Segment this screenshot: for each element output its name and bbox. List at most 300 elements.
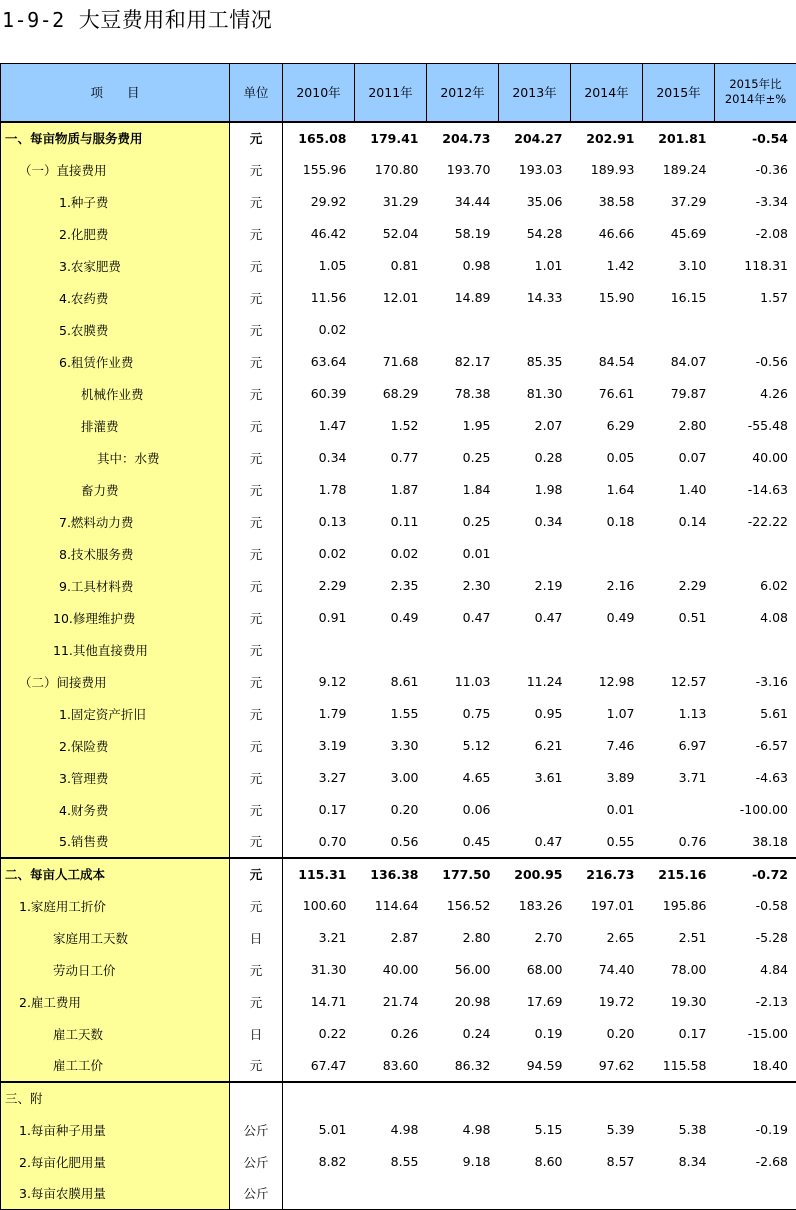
- cell-value: 0.28: [534, 450, 563, 465]
- cell-value: 216.73: [571, 858, 643, 890]
- cell-value: 1.55: [390, 706, 419, 721]
- cell-value: 84.07: [670, 354, 707, 369]
- row-unit: 元: [230, 346, 283, 378]
- cell-value: 136.38: [355, 858, 427, 890]
- cell-value: [643, 538, 715, 570]
- table-row: [1, 410, 796, 442]
- table-row: [1, 378, 796, 410]
- cell-change: 40.00: [715, 442, 796, 474]
- cell-value: 0.49: [390, 610, 419, 625]
- cell-value: 8.34: [678, 1154, 707, 1169]
- cell-value: 197.01: [590, 898, 635, 913]
- cell-change: -0.54: [715, 122, 796, 154]
- table-row: [1, 922, 796, 954]
- table-row: [1, 186, 796, 218]
- row-unit: 元: [230, 538, 283, 570]
- cell-value: 0.77: [390, 450, 419, 465]
- row-unit: 元: [230, 378, 283, 410]
- cell-value: 35.06: [526, 194, 563, 209]
- cell-value: 0.02: [318, 546, 347, 561]
- row-label: 2.每亩化肥用量: [1, 1146, 230, 1178]
- cell-change: [715, 1082, 796, 1114]
- cell-value: 4.98: [390, 1122, 419, 1137]
- row-label: 2.雇工费用: [1, 986, 230, 1018]
- cell-value: 0.55: [606, 833, 635, 849]
- cell-value: 40.00: [382, 962, 419, 977]
- table-row: [1, 250, 796, 282]
- row-unit: 元: [230, 410, 283, 442]
- row-label: 三、附: [1, 1082, 230, 1114]
- row-label: 雇工天数: [1, 1018, 230, 1050]
- cell-value: 7.46: [606, 738, 635, 753]
- cell-value: [499, 1082, 571, 1114]
- cell-change: 4.84: [715, 954, 796, 986]
- row-unit: 元: [230, 250, 283, 282]
- cell-value: 46.42: [310, 226, 347, 241]
- cell-value: 202.91: [571, 122, 643, 154]
- row-label: 4.财务费: [1, 794, 230, 826]
- cell-value: 58.19: [454, 226, 491, 241]
- row-label: 3.农家肥费: [1, 250, 230, 282]
- col-header-2015: 2015年: [643, 64, 715, 122]
- cell-value: 215.16: [643, 858, 715, 890]
- cell-change: 118.31: [715, 250, 796, 282]
- cell-value: [355, 634, 427, 666]
- cell-value: 1.13: [678, 706, 707, 721]
- cell-value: 0.34: [534, 514, 563, 529]
- cell-value: 179.41: [355, 122, 427, 154]
- row-unit: 日: [230, 1018, 283, 1050]
- cell-change: -3.34: [715, 186, 796, 218]
- cell-value: 2.70: [534, 930, 563, 945]
- row-unit: 公斤: [230, 1146, 283, 1178]
- cell-change: -0.58: [715, 890, 796, 922]
- row-label: 2.化肥费: [1, 218, 230, 250]
- cell-value: 0.34: [318, 450, 347, 465]
- row-unit: 元: [230, 474, 283, 506]
- cell-value: 0.17: [678, 1026, 707, 1041]
- cell-change: [715, 634, 796, 666]
- cell-value: 6.29: [606, 418, 635, 433]
- cell-change: 5.61: [715, 698, 796, 730]
- cell-value: [643, 634, 715, 666]
- cell-value: [355, 1178, 427, 1210]
- row-label: 2.保险费: [1, 730, 230, 762]
- row-label: 10.修理维护费: [1, 602, 230, 634]
- cell-value: 11.24: [526, 674, 563, 689]
- cell-change: -15.00: [715, 1018, 796, 1050]
- cell-value: 0.22: [318, 1026, 347, 1041]
- cell-change: -0.36: [715, 154, 796, 186]
- table-row: [1, 442, 796, 474]
- table-row: [1, 602, 796, 634]
- cell-value: [571, 634, 643, 666]
- row-unit: 日: [230, 922, 283, 954]
- cell-value: 5.01: [318, 1122, 347, 1137]
- cell-value: 0.13: [318, 514, 347, 529]
- cell-value: 3.27: [318, 770, 347, 785]
- row-label: 一、每亩物质与服务费用: [1, 122, 230, 154]
- cell-value: 2.80: [678, 418, 707, 433]
- table-row: [1, 794, 796, 826]
- cell-value: 1.64: [606, 482, 635, 497]
- cell-value: 3.19: [318, 738, 347, 753]
- cell-value: 34.44: [454, 194, 491, 209]
- cell-value: 2.80: [462, 930, 491, 945]
- cell-value: 1.07: [606, 706, 635, 721]
- cell-value: [283, 634, 355, 666]
- cell-value: 115.31: [283, 858, 355, 890]
- cell-value: 78.38: [454, 386, 491, 401]
- cell-change: 4.26: [715, 378, 796, 410]
- cell-value: 0.47: [462, 610, 491, 625]
- cell-value: 12.01: [382, 290, 419, 305]
- row-label: 二、每亩人工成本: [1, 858, 230, 890]
- table-code: 1-9-2: [2, 8, 65, 32]
- cell-value: 82.17: [454, 354, 491, 369]
- col-header-change: [715, 64, 796, 122]
- cell-value: 31.30: [310, 962, 347, 977]
- cell-value: 14.33: [526, 290, 563, 305]
- cell-value: [499, 314, 571, 346]
- cell-value: 9.12: [318, 674, 347, 689]
- cell-value: [499, 538, 571, 570]
- row-label: 9.工具材料费: [1, 570, 230, 602]
- cell-change: -14.63: [715, 474, 796, 506]
- col-header-2014: 2014年: [571, 64, 643, 122]
- row-unit: 元: [230, 666, 283, 698]
- table-row: [1, 1018, 796, 1050]
- cell-value: 11.56: [310, 290, 347, 305]
- cell-value: 8.57: [606, 1154, 635, 1169]
- cell-value: 68.29: [382, 386, 419, 401]
- row-unit: 元: [230, 634, 283, 666]
- table-row: [1, 858, 796, 890]
- table-row: [1, 154, 796, 186]
- cell-value: 2.29: [678, 578, 707, 593]
- cell-value: 0.01: [462, 546, 491, 561]
- cell-value: 3.21: [318, 930, 347, 945]
- cell-value: [283, 1082, 355, 1114]
- table-row: [1, 986, 796, 1018]
- cell-value: 2.87: [390, 930, 419, 945]
- cell-value: 8.55: [390, 1154, 419, 1169]
- cell-value: 0.95: [534, 706, 563, 721]
- table-row: [1, 954, 796, 986]
- cell-change: -2.08: [715, 218, 796, 250]
- cell-value: 0.47: [534, 610, 563, 625]
- cell-value: [643, 1082, 715, 1114]
- cell-value: 31.29: [382, 194, 419, 209]
- cell-value: [571, 1082, 643, 1114]
- cell-value: [427, 634, 499, 666]
- cell-value: 8.60: [534, 1154, 563, 1169]
- row-label: 劳动日工价: [1, 954, 230, 986]
- cell-change: -0.56: [715, 346, 796, 378]
- row-label: 畜力费: [1, 474, 230, 506]
- row-unit: 元: [230, 954, 283, 986]
- table-row: [1, 890, 796, 922]
- cell-value: [355, 314, 427, 346]
- cell-value: 12.57: [670, 674, 707, 689]
- cell-value: 0.25: [462, 514, 491, 529]
- row-label: 雇工工价: [1, 1050, 230, 1082]
- cell-value: 2.19: [534, 578, 563, 593]
- row-unit: 元: [230, 122, 283, 154]
- row-unit: 元: [230, 1050, 283, 1082]
- cell-change: -2.68: [715, 1146, 796, 1178]
- cell-value: 177.50: [427, 858, 499, 890]
- row-label: 机械作业费: [1, 378, 230, 410]
- col-header-unit: 单位: [230, 64, 283, 122]
- cell-value: 68.00: [526, 962, 563, 977]
- row-unit: 元: [230, 602, 283, 634]
- row-label: （一）直接费用: [1, 154, 230, 186]
- row-label: 8.技术服务费: [1, 538, 230, 570]
- cell-value: 46.66: [598, 226, 635, 241]
- row-unit: 元: [230, 730, 283, 762]
- cell-change: -5.28: [715, 922, 796, 954]
- cell-value: 0.17: [318, 802, 347, 817]
- cell-value: 0.24: [462, 1026, 491, 1041]
- row-unit: 元: [230, 186, 283, 218]
- cell-change: -2.13: [715, 986, 796, 1018]
- cell-value: 38.58: [598, 194, 635, 209]
- col-header-item: 项目: [1, 64, 230, 122]
- table-row: [1, 1146, 796, 1178]
- cell-value: [427, 314, 499, 346]
- cell-value: 16.15: [670, 290, 707, 305]
- cell-value: 5.39: [606, 1122, 635, 1137]
- cell-value: 114.64: [374, 898, 419, 913]
- table-row: [1, 282, 796, 314]
- cell-value: [499, 634, 571, 666]
- cell-value: 8.82: [318, 1154, 347, 1169]
- cell-value: 8.61: [390, 674, 419, 689]
- cell-value: [355, 1082, 427, 1114]
- cell-value: 0.02: [318, 322, 347, 337]
- cell-value: 0.11: [390, 514, 419, 529]
- row-label: 家庭用工天数: [1, 922, 230, 954]
- cell-value: 6.21: [534, 738, 563, 753]
- cell-value: 11.03: [454, 674, 491, 689]
- row-label: 1.每亩种子用量: [1, 1114, 230, 1146]
- row-label: 1.种子费: [1, 186, 230, 218]
- cell-value: 1.87: [390, 482, 419, 497]
- cell-value: 1.78: [318, 482, 347, 497]
- row-label: 11.其他直接费用: [1, 634, 230, 666]
- cell-change: 6.02: [715, 570, 796, 602]
- table-row: [1, 570, 796, 602]
- cell-value: 5.12: [462, 738, 491, 753]
- cell-value: 2.29: [318, 578, 347, 593]
- cell-value: 74.40: [598, 962, 635, 977]
- cell-value: 156.52: [446, 898, 491, 913]
- cell-value: 195.86: [662, 898, 707, 913]
- cell-value: 0.75: [462, 706, 491, 721]
- cell-value: 56.00: [454, 962, 491, 977]
- cell-change: [715, 538, 796, 570]
- table-row: [1, 346, 796, 378]
- cell-value: 0.14: [678, 514, 707, 529]
- cell-value: 0.25: [462, 450, 491, 465]
- cell-value: 78.00: [670, 962, 707, 977]
- cell-value: 37.29: [670, 194, 707, 209]
- cell-value: 0.45: [462, 833, 491, 849]
- table-row: [1, 1114, 796, 1146]
- cell-value: 0.07: [678, 450, 707, 465]
- cell-value: 0.91: [318, 610, 347, 625]
- cell-value: 85.35: [526, 354, 563, 369]
- table-row: [1, 1178, 796, 1210]
- cell-value: 115.58: [662, 1057, 707, 1073]
- cell-value: 52.04: [382, 226, 419, 241]
- row-label: 7.燃料动力费: [1, 506, 230, 538]
- cell-value: 4.98: [462, 1122, 491, 1137]
- cell-value: 2.35: [390, 578, 419, 593]
- row-unit: 元: [230, 570, 283, 602]
- row-unit: 元: [230, 890, 283, 922]
- cell-change: -0.72: [715, 858, 796, 890]
- row-unit: 公斤: [230, 1178, 283, 1210]
- cell-value: 0.18: [606, 514, 635, 529]
- cell-value: 0.06: [462, 802, 491, 817]
- row-unit: 元: [230, 986, 283, 1018]
- row-label: 6.租赁作业费: [1, 346, 230, 378]
- cell-value: 1.05: [318, 258, 347, 273]
- cell-value: 155.96: [302, 162, 347, 177]
- cell-value: 19.30: [670, 994, 707, 1009]
- cell-value: 1.79: [318, 706, 347, 721]
- cell-value: 0.05: [606, 450, 635, 465]
- cell-change: -3.16: [715, 666, 796, 698]
- cell-value: 81.30: [526, 386, 563, 401]
- cell-value: 0.26: [390, 1026, 419, 1041]
- cell-value: 1.95: [462, 418, 491, 433]
- cell-value: 2.16: [606, 578, 635, 593]
- cell-value: 2.65: [606, 930, 635, 945]
- cell-change: -4.63: [715, 762, 796, 794]
- table-row: [1, 762, 796, 794]
- cell-value: 1.01: [534, 258, 563, 273]
- cell-value: 0.19: [534, 1026, 563, 1041]
- cell-value: 19.72: [598, 994, 635, 1009]
- row-label: 1.固定资产折旧: [1, 698, 230, 730]
- cell-change: 4.08: [715, 602, 796, 634]
- cell-value: 189.93: [590, 162, 635, 177]
- row-unit: 元: [230, 442, 283, 474]
- cell-change: 38.18: [715, 826, 796, 858]
- cell-value: 6.97: [678, 738, 707, 753]
- row-unit: 元: [230, 218, 283, 250]
- table-row: [1, 1082, 796, 1114]
- cell-value: 17.69: [526, 994, 563, 1009]
- cell-value: 2.07: [534, 418, 563, 433]
- cell-value: 1.47: [318, 418, 347, 433]
- cell-value: 2.30: [462, 578, 491, 593]
- cell-change: -6.57: [715, 730, 796, 762]
- cell-value: 20.98: [454, 994, 491, 1009]
- cell-change: -22.22: [715, 506, 796, 538]
- table-row: [1, 666, 796, 698]
- row-unit: 元: [230, 314, 283, 346]
- table-row: [1, 698, 796, 730]
- cell-value: 0.02: [390, 546, 419, 561]
- cell-value: 29.92: [310, 194, 347, 209]
- cell-value: 15.90: [598, 290, 635, 305]
- cell-value: 54.28: [526, 226, 563, 241]
- cell-value: [643, 314, 715, 346]
- cell-value: 67.47: [310, 1057, 347, 1073]
- table-row: [1, 730, 796, 762]
- cell-value: 0.81: [390, 258, 419, 273]
- page-title: [2, 4, 272, 36]
- cell-value: [283, 1178, 355, 1210]
- cell-value: 183.26: [518, 898, 563, 913]
- cell-value: 3.30: [390, 738, 419, 753]
- cell-value: 45.69: [670, 226, 707, 241]
- cell-value: 0.20: [390, 802, 419, 817]
- table-row: [1, 314, 796, 346]
- cell-value: [643, 794, 715, 826]
- row-label: 1.家庭用工折价: [1, 890, 230, 922]
- cell-value: 63.64: [310, 354, 347, 369]
- cell-value: 3.71: [678, 770, 707, 785]
- row-unit: 元: [230, 506, 283, 538]
- row-label: 5.销售费: [1, 826, 230, 858]
- cell-value: 1.98: [534, 482, 563, 497]
- cell-value: 71.68: [382, 354, 419, 369]
- row-unit: 元: [230, 154, 283, 186]
- header-row: [1, 64, 796, 122]
- cell-value: 84.54: [598, 354, 635, 369]
- row-label: 3.每亩农膜用量: [1, 1178, 230, 1210]
- cell-value: 170.80: [374, 162, 419, 177]
- cell-change: [715, 314, 796, 346]
- cell-value: 0.47: [534, 833, 563, 849]
- cost-table: [0, 63, 796, 1210]
- row-unit: 元: [230, 698, 283, 730]
- cell-value: 9.18: [462, 1154, 491, 1169]
- row-unit: 元: [230, 282, 283, 314]
- table-row: [1, 506, 796, 538]
- cell-value: 193.03: [518, 162, 563, 177]
- row-unit: 元: [230, 858, 283, 890]
- cell-change: -0.19: [715, 1114, 796, 1146]
- cell-value: 0.98: [462, 258, 491, 273]
- cell-value: [499, 1178, 571, 1210]
- cell-change: -100.00: [715, 794, 796, 826]
- cell-value: 0.49: [606, 610, 635, 625]
- cell-value: 1.40: [678, 482, 707, 497]
- cell-value: 0.51: [678, 610, 707, 625]
- cell-change: -55.48: [715, 410, 796, 442]
- cell-value: 97.62: [598, 1057, 635, 1073]
- row-label: （二）间接费用: [1, 666, 230, 698]
- cell-value: 5.15: [534, 1122, 563, 1137]
- cell-value: 14.89: [454, 290, 491, 305]
- cell-value: 3.89: [606, 770, 635, 785]
- cell-value: 0.01: [606, 802, 635, 817]
- cell-value: 204.27: [499, 122, 571, 154]
- row-unit: 元: [230, 762, 283, 794]
- cell-value: 165.08: [283, 122, 355, 154]
- cell-value: [427, 1082, 499, 1114]
- cell-value: 0.20: [606, 1026, 635, 1041]
- cell-value: [571, 314, 643, 346]
- cell-value: 193.70: [446, 162, 491, 177]
- row-unit: 元: [230, 794, 283, 826]
